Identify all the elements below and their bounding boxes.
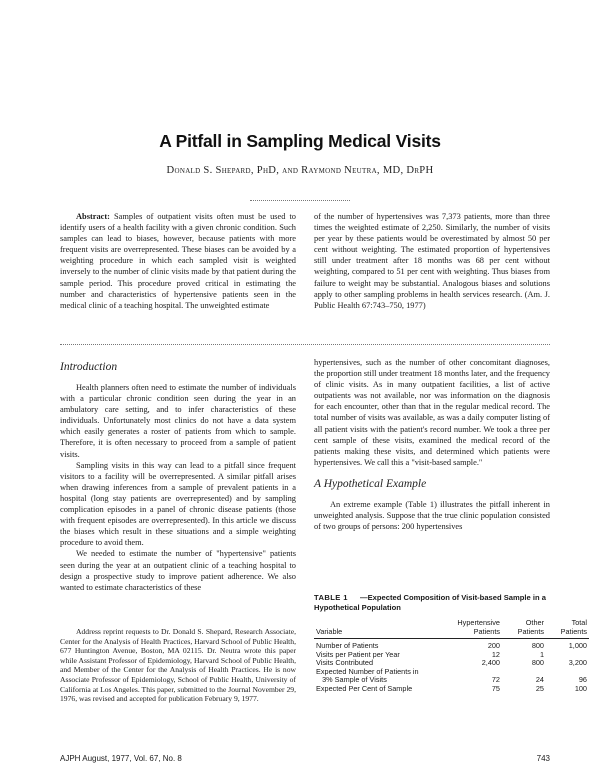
table-1-block (314, 593, 587, 693)
table-header-hypertensive: Hypertensive Patients (457, 618, 500, 636)
abstract-text-2: of the number of hypertensives was 7,373 patients, more than three times the weighted estimate of 2,250. Similarly, the number of visits per year by these patients would be overestimated by almost 50 per cent without weighting. The estimated proportion of hypertensives still under treatment after 18 months was 68 per cent without weighting, compared to 51 per cent with weighting. Thus biases from failure to weight may be substantial. Analogous biases and solutions apply to other sampling problems in health services research. (Am. J. Public Health 67:743–750, 1977) (314, 212, 550, 310)
table-1 (314, 618, 589, 693)
table-header-other: Other Patients (517, 618, 544, 636)
table-row: Visits per Patient per Year 12 1 (316, 649, 544, 659)
article-authors: Donald S. Shepard, PhD, and Raymond Neutra, MD, DrPH (166, 165, 434, 176)
table-row: Number of Patients 200 800 1,000 (316, 641, 587, 650)
introduction-paragraph-3: We needed to estimate the number of "hypertensive" patients seen during the year at an outpatient clinic of a teaching hospital to design a prospective study to improve patient adherence. We also wanted to estimate characteristics of these (60, 549, 296, 592)
hypothetical-paragraph-1: An extreme example (Table 1) illustrates the pitfall inherent in unweighted analysis. Suppose that the true clinic population consisted of two groups of persons: 200 hypertensives (314, 499, 550, 532)
page-number: 743 (536, 754, 550, 763)
table-row: Visits Contributed 2,400 800 3,200 (316, 658, 587, 667)
abstract-text-1: Abstract: Samples of outpatient visits often must be used to identify users of a health facility with a given chronic condition. Such samples can lead to biases, however, because patients with more frequent visits are overrepresented. These biases can be avoided by a weighting procedure in which each sampled visit is weighted inversely to the number of clinic visits made by that patient during the sample period. This procedure proved critical in estimating the number and characteristics of hypertensive patients seen in the medical clinic of a teaching hospital. The unweighted estimate (60, 212, 296, 310)
table-header-variable: Variable (316, 626, 343, 636)
table-row: Expected Per Cent of Sample 75 25 100 (316, 683, 587, 693)
table-row: Expected Number of Patients in (316, 666, 419, 676)
hypothetical-example-heading: A Hypothetical Example (314, 477, 427, 490)
left-column (60, 361, 296, 593)
abstract-label: Abstract: (76, 212, 110, 221)
introduction-paragraph-2: Sampling visits in this way can lead to a pitfall since frequent visitors to a facility will be overrepresented. A similar pitfall arises when drawing inferences from a sample of prevalent patients in a hospital (long stay patients are overrepresented) and by sampling complication episodes in a panel of chronic disease patients (those with frequent episodes are overrepresented). In this article we discuss the biases which result in these situations and a simple weighting procedure to avoid them. (60, 460, 296, 548)
table-1-title: —Expected Composition of Visit-based Sample in a Hypothetical Population (314, 593, 546, 612)
footnote: Address reprint requests to Dr. Donald S. Shepard, Research Associate, Center for the Analysis of Health Practices, Harvard School of Public Health, 677 Huntington Avenue, Boston, MA 02115. Dr. Neutra wrote this paper while Assistant Professor of Epidemiology, Harvard School of Public Health, and Member of the Center for the Analysis of Health Practices. He is now Associate Professor of Epidemiology, School of Public Health, University of California at Los Angeles. This paper, submitted to the Journal November 29, 1976, was revised and accepted for publication February 9, 1977. (60, 627, 296, 704)
abstract-column-1 (60, 211, 296, 311)
table-header-row (314, 618, 589, 639)
introduction-paragraph-1: Health planners often need to estimate the number of individuals with a particular chronic condition seen during the year in an ambulatory care setting, and to infer characteristics of these individuals. Unfortunately most clinics do not have a data system which easily generates a roster of patients from which to sample. Therefore, it is often necessary to proceed from a sample of patient visits. (60, 383, 296, 459)
article-title: A Pitfall in Sampling Medical Visits (159, 131, 441, 151)
table-row: 3% Sample of Visits 72 24 96 (316, 675, 587, 684)
introduction-heading: Introduction (60, 361, 118, 373)
journal-footer: AJPH August, 1977, Vol. 67, No. 8 (60, 754, 182, 763)
table-1-label: TABLE 1 (314, 593, 348, 602)
right-column (314, 357, 550, 532)
introduction-paragraph-4: hypertensives, such as the number of other concomitant diagnoses, the proportion still under treatment 18 months later, and the frequency of clinic visits. As in many outpatient facilities, a list of active outpatients was not available, nor was information on the diagnosis for each encounter, other than that in the regular medical record. The total number of visits was available, as was a daily computer listing of all patient visits with the patient's record number. We took a three per cent sample of these visits, examined the medical record of the patients making these visits, and determined which patients were hypertensives. We call this a "visit-based sample." (314, 358, 550, 467)
table-header-total: Total Patients (560, 618, 587, 636)
table-1-caption (314, 593, 574, 613)
abstract-column-2 (314, 211, 550, 311)
footnote-block (60, 627, 296, 704)
title-divider (250, 200, 350, 201)
abstract-divider (60, 344, 550, 345)
